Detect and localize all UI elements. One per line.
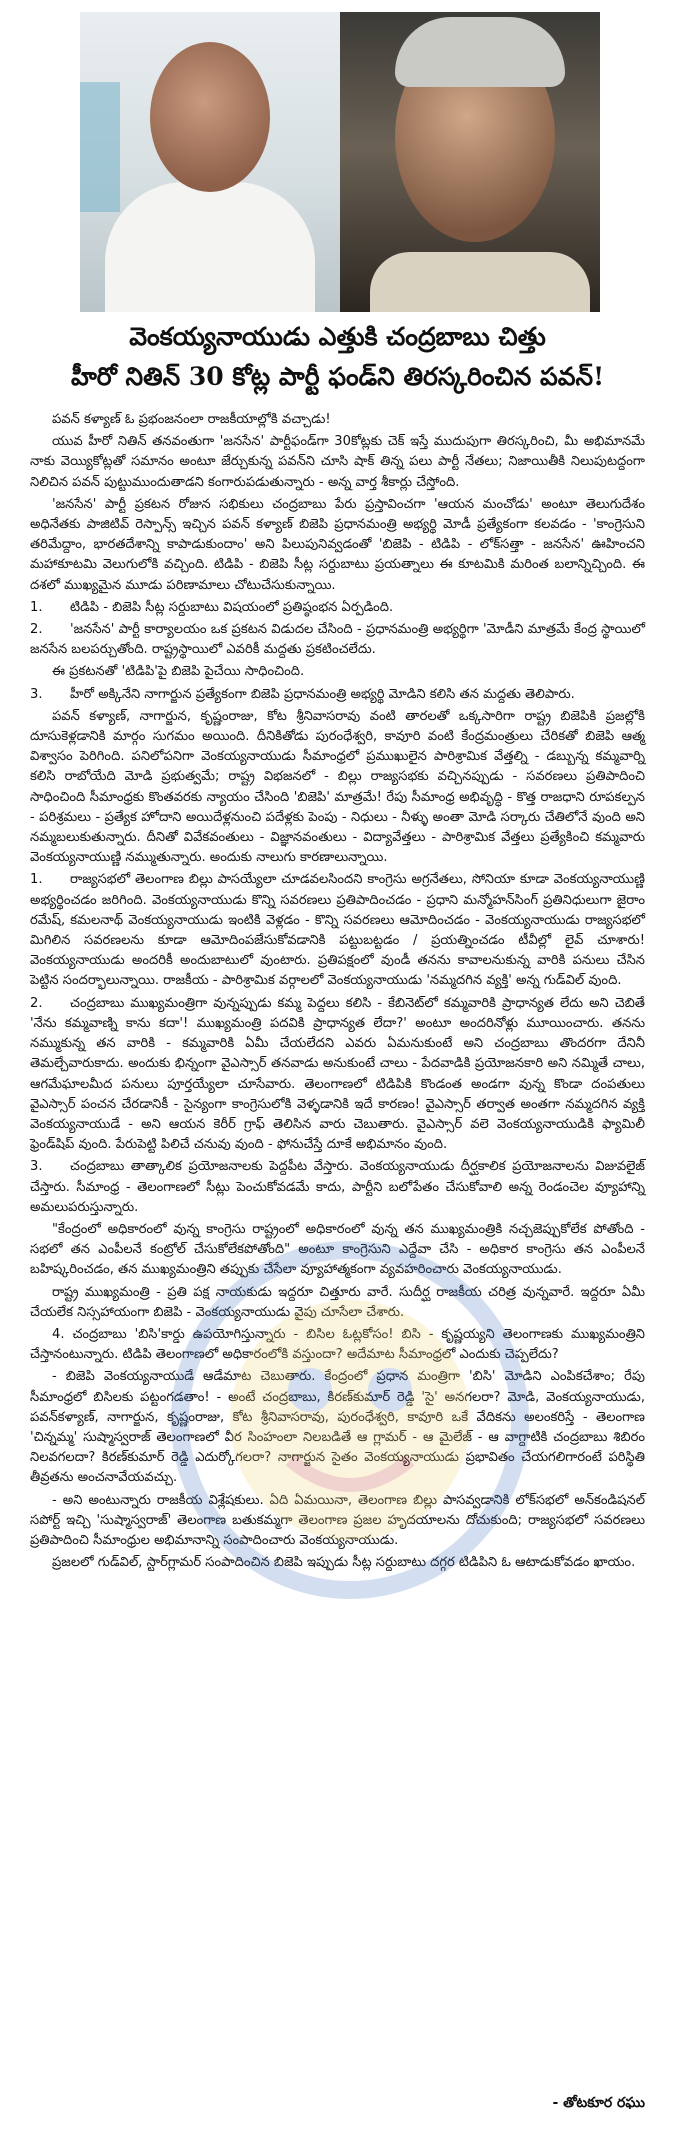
list-text: 'జనసేన' పార్టీ కార్యాలయం ఒక ప్రకటన విడుదల చేసింది - ప్రధానమంత్రి అభ్యర్థిగా 'మోడీని మాత్రమే కేంద్ర స్థాయిలో జనసేన బలపర్చుతోంది. రాష్ట్రస్థాయిలో ఎవరికీ మద్దతు ప్రకటించలేదు. (30, 622, 645, 658)
article-paragraph: 4. చంద్రబాబు 'బిసి'కార్డు ఉపయోగిస్తున్నారు - బిసిల ఓట్లకోసం! బిసి - కృష్ణయ్యని తెలంగాణకు ముఖ్యమంత్రిని చేస్తానంటున్నారు. టిడిపి తెలంగాణలో అధికారంలోకి వస్తుందా? అదేమాట సీమాంధ్రలో ఎందుకు చెప్పలేదు? (30, 1326, 645, 1363)
headline-primary: వెంకయ్యనాయుడు ఎత్తుకి చంద్రబాబు చిత్తు (129, 322, 546, 351)
collar (370, 252, 590, 312)
author-signature: - తోటకూర రఘు (552, 2095, 645, 2111)
list-text: చంద్రబాబు తాత్కాలిక ప్రయోజనాలకు పెద్దపీట వేస్తారు. వెంకయ్యనాయుడు దీర్ఘకాలిక ప్రయోజనాలను విజువలైజ్ చేస్తారు. సీమాంధ్ర - తెలంగాణలో సీట్లు పెంచుకోవడమే కాదు, పార్టీని బలోపేతం చేసుకోవాలి అన్న రెండంచెల వ్యూహాన్ని అమలుపరుస్తున్నారు. (30, 1159, 645, 1215)
article-paragraph: - బిజెపి వెంకయ్యనాయుడే ఆడేమాట చెబుతారు. కేంద్రంలో ప్రధాన మంత్రిగా 'బిసి' మోడిని ఎంపికచేశాం; రేపు సీమాంధ్రలో బిసిలకు పట్టంగడతాం! - అంటే చంద్రబాబు, కిరణ్‌కుమార్ రెడ్డి 'సై' అనగలరా? మోడి, వెంకయ్యనాయుడు, పవన్‌కళ్యాణ్, నాగార్జున, కృష్ణంరాజు, కోట శ్రీనివాసరావు, పురంధేశ్వరి, కావూరి ఒకే వేదికను అలంకరిస్తే - తెలంగాణ 'చిన్నమ్మ' సుష్మాస్వరాజ్ తెలంగాణలో వీర సింహంలా నిలబడితే ఆ గ్లామర్ - ఆ మైలేజ్ - ఆ వాగ్దాటికి చంద్రబాబు శిబిరం నిలవగలదా? కిరణ్‌కుమార్ రెడ్డి ఎదుర్కోగలరా? నాగార్జున సైతం వెంకయ్యనాయుడు ప్రభావితం చేయగలిగారంటే పరిస్థితి తీవ్రతను అంచనావేయవచ్చు. (30, 1369, 645, 1486)
white-shirt (105, 182, 315, 312)
list-text: హీరో అక్కినేని నాగార్జున ప్రత్యేకంగా బిజెపి ప్రధానమంత్రి అభ్యర్థి మోడిని కలిసి తన మద్దతు తెలిపారు. (70, 686, 575, 702)
article-paragraph (30, 685, 645, 705)
article-paragraph: ప్రజలలో గుడ్‌విల్, స్టార్‌గ్లామర్ సంపాదించిన బిజెపి ఇప్పుడు సీట్ల సర్దుబాటు దగ్గర టిడిపిని ఓ ఆటాడుకోవడం ఖాయం. (52, 1555, 636, 1571)
list-number: 3. (30, 686, 43, 702)
article-paragraph: - అని అంటున్నారు రాజకీయ విశ్లేషకులు. ఏది ఏమయినా, తెలంగాణ బిల్లు పాసవ్వడానికి లోక్‌సభలో అన్‌కండిషనల్ సపోర్ట్ ఇచ్చి 'సుష్మాస్వరాజ్' తెలంగాణ బతుకమ్మగా తెలంగాణ ప్రజల హృదయాలను దోచుకుంది; రాజ్యసభలో సవరణలు ప్రతిపాదించి సీమాంధ్రుల అభిమానాన్ని సంపాదించారు వెంకయ్యనాయుడు. (30, 1492, 645, 1548)
article-paragraph (30, 598, 645, 618)
article-paragraph (30, 1157, 645, 1218)
article-paragraph: "కేంద్రంలో అధికారంలో వున్న కాంగ్రెసు రాష్ట్రంలో అధికారంలో వున్న తన ముఖ్యమంత్రికి నచ్చజెప్పుకోలేక పోతోంది - సభలో తన ఎంపీలనే కంట్రోల్ చేసుకోలేకపోతోంది" అంటూ కాంగ్రెసుని ఎద్దేవా చేసి - అధికార కాంగ్రెసు తన ఎంపీలనే బహిష్కరించడం, తన ముఖ్యమంత్రిని తప్పుకు చేసేలా వ్యూహాత్మకంగా వ్యవహరించారు వెంకయ్యనాయుడు. (30, 1221, 645, 1278)
list-number: 3. (30, 1159, 43, 1175)
article-paragraph (30, 870, 645, 991)
list-number: 2. (30, 622, 43, 638)
background-sign (80, 82, 120, 212)
article-paragraph: యువ హీరో నితిన్ తనవంతుగా 'జనసేన' పార్టీఫండ్‌గా 30కోట్లకు చెక్ ఇస్తే ముదుపుగా తిరస్కరించి, మీ అభిమానమే నాకు వెయ్యికోట్లతో సమానం అంటూ జేర్చుకున్న పవన్‌ని చూసి షాక్ తిన్న పలు పార్టీ నేతలు; నిజాయితీకి నిలుపుటద్దంగా నిలిచిన పవన్ పుట్టుముందుతాడని కంగారుపడుతున్నారు - అన్న వార్త శీకార్లు చేస్తోంది. (30, 434, 645, 490)
list-text: టిడిపి - బిజెపి సీట్ల సర్దుబాటు విషయంలో ప్రతిష్ఠంభన ఏర్పడింది. (70, 599, 394, 615)
list-number: 1. (30, 872, 43, 888)
article-paragraph (30, 994, 645, 1156)
article-body (30, 410, 645, 1575)
article-paragraph: రాష్ట్ర ముఖ్యమంత్రి - ప్రతి పక్ష నాయకుడు ఇద్దరూ చిత్తూరు వారే. సుదీర్ఘ రాజకీయ చరిత్ర వున్నవారే. ఇద్దరూ ఏమీ చేయలేక నిస్సహాయంగా బిజెపి - వెంకయ్యనాయుడు వైపు చూసేలా చేశారు. (30, 1284, 645, 1320)
article-paragraph: 'జనసేన' పార్టీ ప్రకటన రోజున సభికులు చంద్రబాబు పేరు ప్రస్తావించగా 'ఆయన మంచోడు' అంటూ తెలుగుదేశం అధినేతకు పాజిటివ్ రెస్పాన్స్ ఇచ్చిన పవన్ కళ్యాణ్ బిజెపి ప్రధానమంత్రి అభ్యర్థి మోడీ ప్రత్యేకంగా కలవడం - 'కాంగ్రెసుని తరిమేద్దాం, భారతదేశాన్ని కాపాడుకుందాం' అని పిలుపునివ్వడంతో 'బిజెపి - టిడిపి - లోక్‌సత్తా - జనసేన' ఊహించని మహాకూటమి వెలుగులోకి వచ్చింది. టిడిపి - బిజెపి సీట్ల సర్దుబాటు ప్రయత్నాలు ఈ కూటమికి మరింత బలాన్నిచ్చింది. ఈ దశలో ముఖ్యమైన మూడు పరిణామాలు చోటుచేసుకున్నాయి. (30, 496, 645, 593)
header-photo (80, 12, 600, 312)
right-portrait-image (340, 12, 600, 312)
list-number: 2. (30, 995, 43, 1011)
left-portrait-image (80, 12, 340, 312)
article-paragraph: పవన్ కళ్యాణ్, నాగార్జున, కృష్ణంరాజు, కోట శ్రీనివాసరావు వంటి తారలతో ఒక్కసారిగా రాష్ట్ర బిజెపికి ప్రజల్లోకి దూసుకెళ్లడానికి మార్గం సుగమం అయింది. దీనికితోడు పురంధేశ్వరి, కావూరి వంటి కేంద్రమంత్రులు చేరికతో బిజెపి ఆత్మ విశ్వాసం పెరిగింది. పనిలోపనిగా వెంకయ్యనాయుడు సీమాంధ్రలో ప్రముఖులైన పారిశ్రామిక వేత్తల్ని - డబ్బున్న కమ్మవార్ని కలిసి రాబోయేది మోడి ప్రభుత్వమే; రాష్ట్ర విభజనలో - బిల్లు రాజ్యసభకు వచ్చినప్పుడు - సవరణలు ప్రతిపాదించి సాధించింది సీమాంధ్రకు కొంతవరకు న్యాయం చేసింది 'బిజెపి' మాత్రమే! రేపు సీమాంధ్ర అభివృద్ధి - కొత్త రాజధాని రూపకల్పన - పరిశ్రమలు - ప్రత్యేక హోదాని అయిదేళ్లనుంచి పదేళ్లకు పెంపు - నిధులు - నీళ్ళు అంతా మోడి సర్కారు చేతిలోనే వుంది అని నమ్మబలుకుతున్నారు. దీనితో వివేకవంతులు - విజ్ఞానవంతులు - విద్యావేత్తలు - పారిశ్రామిక వేత్తలు ప్రత్యేకించి కమ్మవారు వెంకయ్యనాయుణ్ణి నమ్ముతున్నారు. అందుకు నాలుగు కారణాలున్నాయి. (30, 708, 645, 866)
list-text: రాజ్యసభలో తెలంగాణ బిల్లు పాసయ్యేలా చూడవలసిందని కాంగ్రెసు అగ్రనేతలు, సోనియా కూడా వెంకయ్యనాయుణ్ణి అభ్యర్థించడం జరిగింది. వెంకయ్యనాయుడు కొన్ని సవరణలు ప్రతిపాదించడం - ప్రధాని మన్మోహన్‌సింగ్ ప్రతినిధులుగా జైరాం రమేష్, కమలనాథ్ వెంకయ్యనాయుడు ఇంటికి వెళ్లడం - కొన్ని సవరణలు ఆమోదించడం - వెంకయ్యనాయుడు రాజ్యసభలో మిగిలిన సవరణలను కూడా ఆమోదింపజేసుకోవడానికి పట్టుబట్టడం / ప్రయత్నించడం టీవీల్లో లైవ్ చూశారు! వెంకయ్యనాయుడు అందరికీ అందుబాటులో వుంటారు. ప్రతిపక్షంలో వుండీ తనను కావాలనుకున్న వారికి పనులు చేసిన పెట్టిన సందర్భాలున్నాయి. రాజకీయ - పారిశ్రామిక వర్గాలలో వెంకయ్యనాయుడు 'నమ్మదగిన వ్యక్తి' అన్న గుడ్‌విల్ వుంది. (30, 872, 645, 989)
list-number: 1. (30, 599, 43, 615)
article-paragraph (30, 620, 645, 660)
article-paragraph: పవన్ కళ్యాణ్ ఓ ప్రభంజనంలా రాజకీయాల్లోకి వచ్చాడు! (52, 412, 331, 427)
face-left (150, 42, 270, 192)
hair (395, 17, 565, 87)
article-paragraph: ఈ ప్రకటనతో 'టిడిపి'పై బిజెపి పైచేయి సాధించింది. (52, 664, 305, 680)
list-text: చంద్రబాబు ముఖ్యమంత్రిగా వున్నప్పుడు కమ్మ పెద్దలు కలిసి - కేబినెట్‌లో కమ్మవారికి ప్రాధాన్యత లేదు అని చెబితే 'నేను కమ్మవాణ్ని కాను కదా'! ముఖ్యమంత్రి పదవికి ప్రాధాన్యత లేదా?' అంటూ అందరినోళ్లు మూయించారు. తనను నమ్ముకున్న తన వారికి - కమ్మవారికి ఏమీ చేయలేదని ఎవరు ఏమనుకుంటే అని చంద్రబాబు తొందరగా దేనినీ తెమల్చేవారుకాదు. అందుకు భిన్నంగా వైఎస్సార్ తనవాడు అనుకుంటే చాలు - పేదవాడికి ప్రయోజనకారి అని నమ్మితే చాలు, ఆగమేఘాలమీద పనులు పూర్తయ్యేలా చూసేవారు. తెలంగాణలో టిడిపికి కొండంత అండగా వున్న కొండా దంపతులు వైఎస్సార్ పంచన చేరడానికీ - సైన్యంగా కాంగ్రెసులోకి వెళ్ళడానికి ఇదే కారణం! వైఎస్సార్ తర్వాత అంతగా నమ్మదగిన వ్యక్తి వెంకయ్యనాయుడే - అని ఆయన కెరీర్ గ్రాఫ్ తెలిసిన వారు చెబుతారు. వైఎస్సార్ వలె వెంకయ్యనాయుడికి ఫ్యామిలీ ఫ్రెండ్‌షిప్ వుంది. పేరుపెట్టి పిలిచే చనువు వుంది - ఫోనుచేస్తే దూకే అభిమానం వుంది. (30, 995, 645, 1153)
headline-secondary: హీరో నితిన్ 30 కోట్ల పార్టీ ఫండ్‌ని తిరస్కరించిన పవన్! (70, 362, 605, 391)
